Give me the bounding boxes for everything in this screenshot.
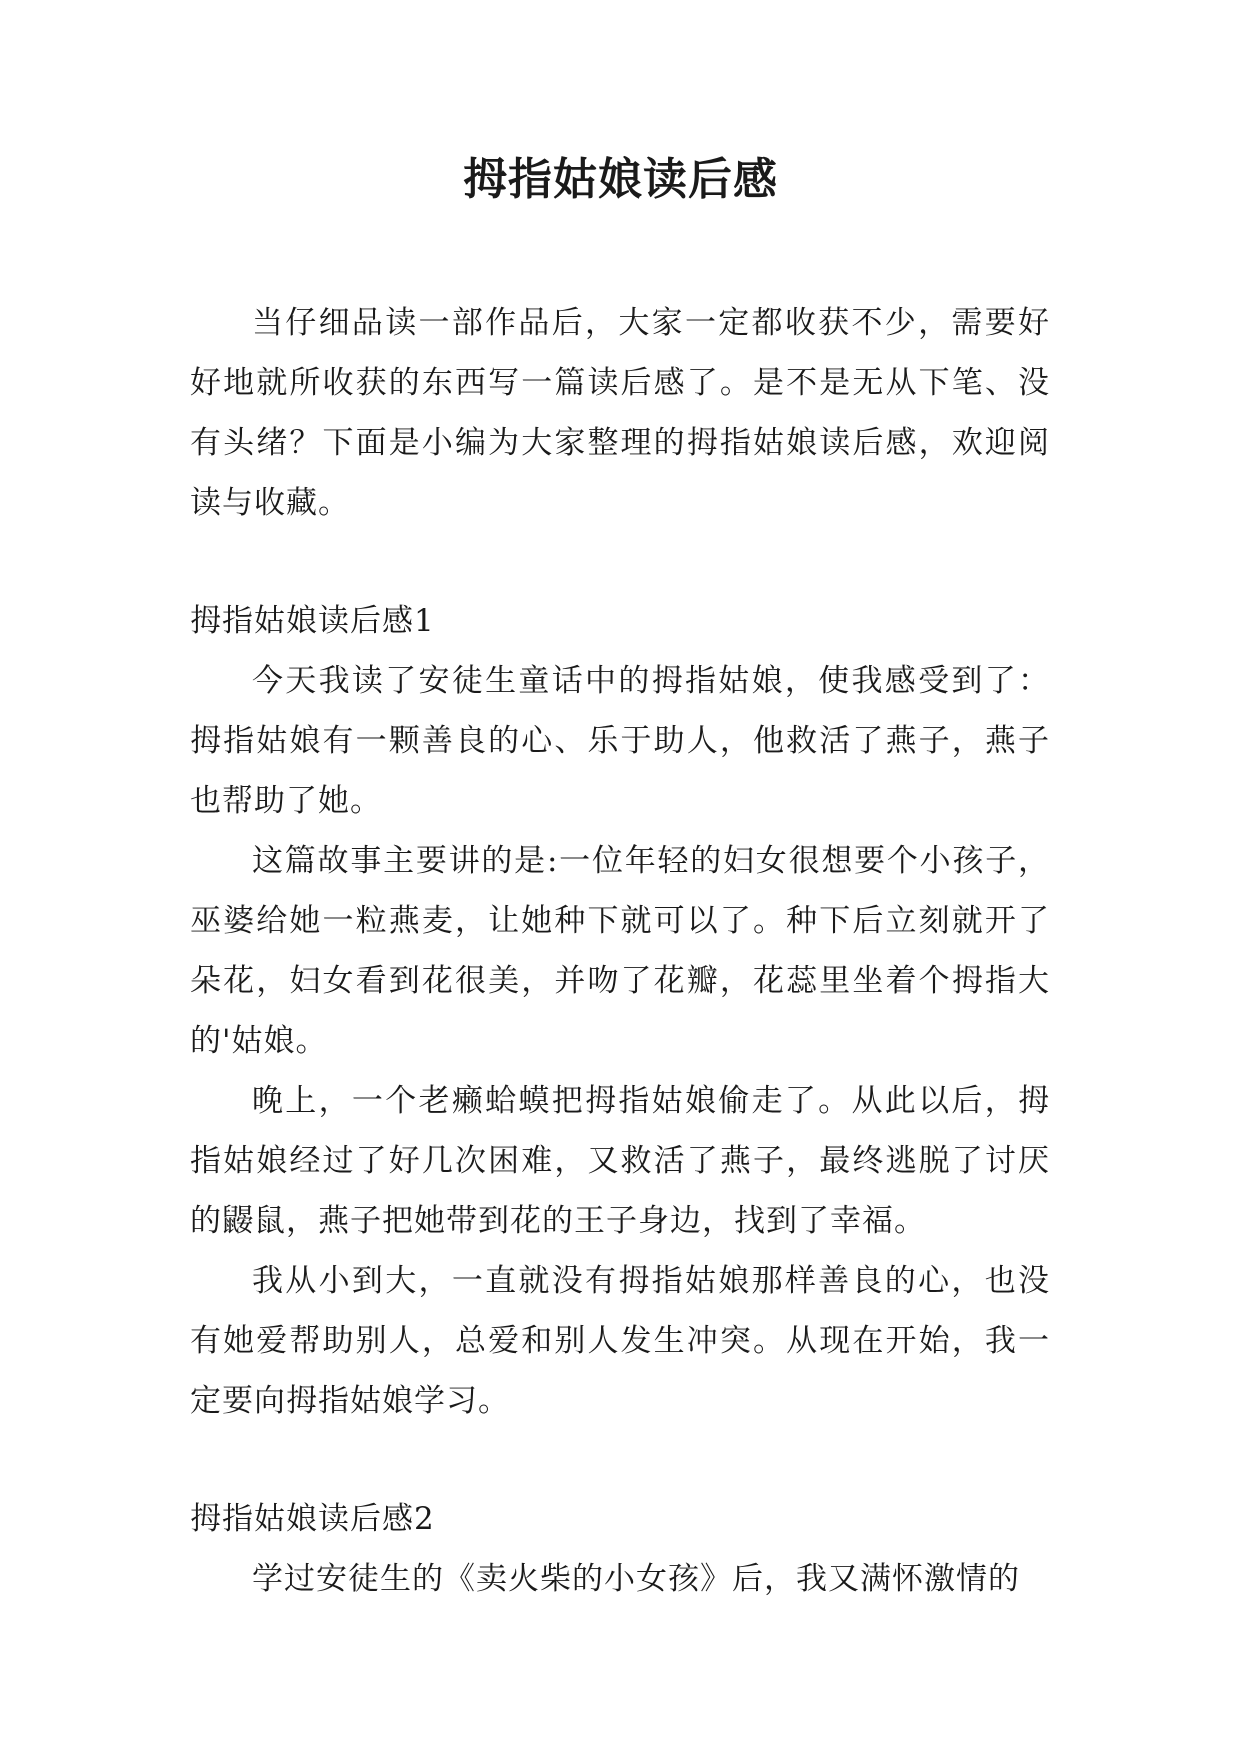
intro-paragraph: 当仔细品读一部作品后，大家一定都收获不少，需要好好地就所收获的东西写一篇读后感了。是不是无从下笔、没有头绪？下面是小编为大家整理的拇指姑娘读后感，欢迎阅读与收藏。 <box>190 305 1050 521</box>
section-heading: 拇指姑娘读后感1 <box>190 603 435 639</box>
section-heading: 拇指姑娘读后感2 <box>190 1501 435 1537</box>
body-paragraph: 我从小到大，一直就没有拇指姑娘那样善良的心，也没有她爱帮助别人，总爱和别人发生冲突。从现在开始，我一定要向拇指姑娘学习。 <box>190 1263 1050 1419</box>
body-paragraph: 学过安徒生的《卖火柴的小女孩》后，我又满怀激情的 <box>252 1561 1020 1597</box>
document-body <box>190 293 1050 1609</box>
document-title: 拇指姑娘读后感 <box>463 154 778 205</box>
body-paragraph: 晚上，一个老癞蛤蟆把拇指姑娘偷走了。从此以后，拇指姑娘经过了好几次困难，又救活了燕子，最终逃脱了讨厌的鼹鼠，燕子把她带到花的王子身边，找到了幸福。 <box>190 1083 1050 1239</box>
spacer <box>190 1431 1050 1489</box>
spacer <box>190 533 1050 591</box>
body-paragraph: 这篇故事主要讲的是:一位年轻的妇女很想要个小孩子，巫婆给她一粒燕麦，让她种下就可以了。种下后立刻就开了朵花，妇女看到花很美，并吻了花瓣，花蕊里坐着个拇指大的'姑娘。 <box>190 843 1050 1059</box>
body-paragraph: 今天我读了安徒生童话中的拇指姑娘，使我感受到了：拇指姑娘有一颗善良的心、乐于助人，他救活了燕子，燕子也帮助了她。 <box>190 663 1050 819</box>
